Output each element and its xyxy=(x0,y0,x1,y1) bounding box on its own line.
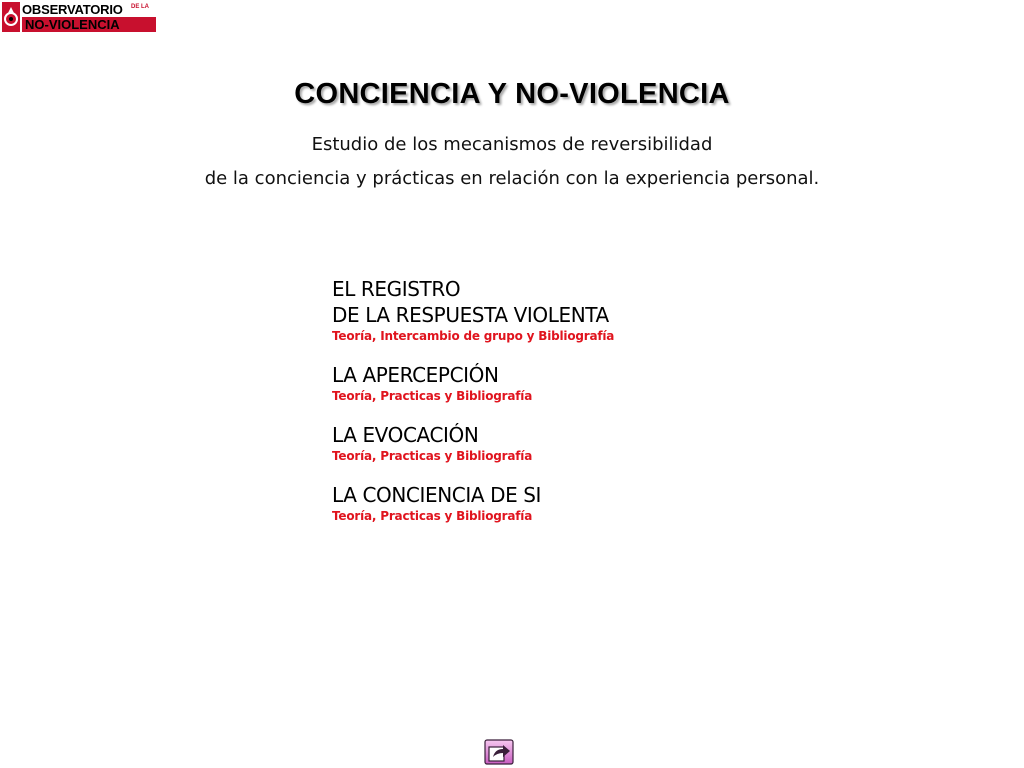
menu-item-subtitle: Teoría, Intercambio de grupo y Bibliografía xyxy=(332,329,615,343)
menu-item-conciencia-de-si[interactable] xyxy=(332,482,752,524)
page-subtitle-line2: de la conciencia y prácticas en relación con la experiencia personal. xyxy=(204,168,820,189)
page-title: CONCIENCIA Y NO-VIOLENCIA xyxy=(294,78,730,110)
logo-text-top: OBSERVATORIO xyxy=(22,2,123,17)
menu-item-heading: LA CONCIENCIA DE SI xyxy=(332,483,542,507)
logo-text-bottom: NO-VIOLENCIA xyxy=(25,17,120,32)
menu-item-subtitle: Teoría, Practicas y Bibliografía xyxy=(332,509,533,523)
forward-arrow-icon[interactable] xyxy=(484,739,514,765)
menu-item-heading: EL REGISTRO xyxy=(332,277,461,301)
menu-item-heading: LA EVOCACIÓN xyxy=(332,423,479,447)
menu-item-heading: LA APERCEPCIÓN xyxy=(332,363,499,387)
menu-item-heading: DE LA RESPUESTA VIOLENTA xyxy=(332,303,609,327)
menu-item-registro[interactable] xyxy=(332,276,752,344)
topics-menu xyxy=(332,276,752,542)
menu-item-subtitle: Teoría, Practicas y Bibliografía xyxy=(332,449,533,463)
logo xyxy=(2,2,156,32)
logo-text-small: DE LA xyxy=(131,4,149,10)
logo-emblem-icon xyxy=(2,2,20,32)
menu-item-evocacion[interactable] xyxy=(332,422,752,464)
menu-item-apercepcion[interactable] xyxy=(332,362,752,404)
menu-item-subtitle: Teoría, Practicas y Bibliografía xyxy=(332,389,533,403)
page-subtitle-line1: Estudio de los mecanismos de reversibilidad xyxy=(311,134,713,155)
